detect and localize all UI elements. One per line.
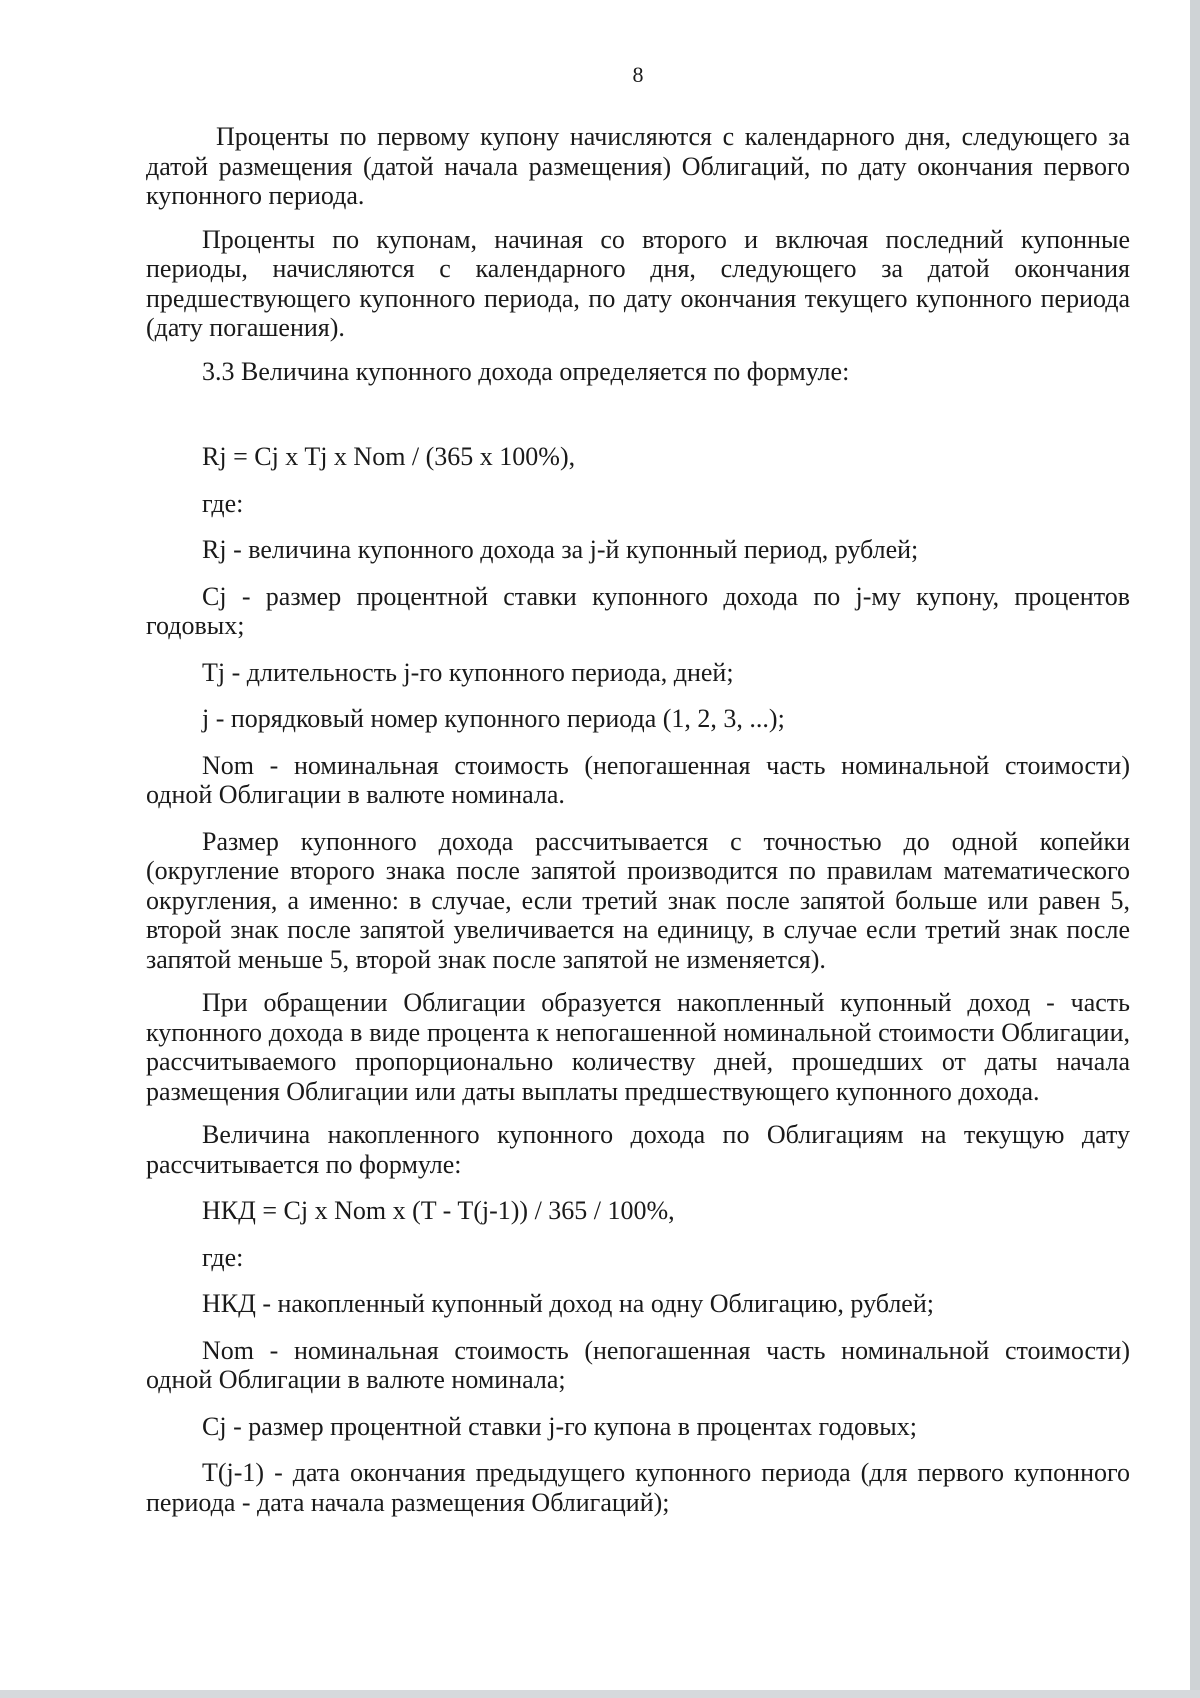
- where-label: где:: [202, 488, 244, 518]
- definition-cj: Cj - размер процентной ставки купонного дохода по j-му купону, процентов годовых;: [146, 581, 1130, 640]
- formula-accrued-coupon-income: НКД = Cj x Nom x (T - T(j-1)) / 365 / 100%,: [202, 1196, 675, 1225]
- definition-nom-2: Nom - номинальная стоимость (непогашенная часть номинальной стоимости) одной Облигации в валюте номинала;: [146, 1335, 1130, 1394]
- definition-j: j - порядковый номер купонного периода (1, 2, 3, ...);: [202, 704, 785, 733]
- page-number: 8: [632, 62, 644, 87]
- paragraph-accrued-formula-intro: Величина накопленного купонного дохода по Облигациям на текущую дату рассчитывается по формуле:: [146, 1120, 1130, 1179]
- definition-nom: Nom - номинальная стоимость (непогашенная часть номинальной стоимости) одной Облигации в валюте номинала.: [146, 750, 1130, 809]
- paragraph-subsequent-coupon-interest: Проценты по купонам, начиная со второго и включая последний купонные периоды, начисляются с календарного дня, следующего за датой окончания предшествующего купонного периода, по дату окончания текущего купонного периода (дату погашения).: [146, 224, 1130, 342]
- definition-nkd: НКД - накопленный купонный доход на одну Облигацию, рублей;: [202, 1289, 934, 1318]
- paragraph-accrued-coupon-income: При обращении Облигации образуется накопленный купонный доход - часть купонного дохода в виде процента к непогашенной номинальной стоимости Облигации, рассчитываемого пропорционально количеству дней, прошедших от даты начала размещения Облигации или даты выплаты предшествующего купонного дохода.: [146, 988, 1130, 1106]
- scan-edge-right: [1190, 0, 1200, 1698]
- definition-t-previous: T(j-1) - дата окончания предыдущего купонного периода (для первого купонного периода - дата начала размещения Облигаций);: [146, 1458, 1130, 1517]
- where-label-2: где:: [202, 1242, 244, 1272]
- document-page: [146, 60, 1130, 1517]
- formula-coupon-income: Rj = Cj x Tj x Nom / (365 x 100%),: [202, 442, 576, 471]
- definition-cj-2: Cj - размер процентной ставки j-го купона в процентах годовых;: [202, 1411, 917, 1441]
- paragraph-first-coupon-interest: Проценты по первому купону начисляются с календарного дня, следующего за датой размещения (датой начала размещения) Облигаций, по дату окончания первого купонного периода.: [146, 122, 1130, 210]
- definition-tj: Tj - длительность j-го купонного периода, дней;: [202, 657, 734, 687]
- paragraph-coupon-income-formula-intro: 3.3 Величина купонного дохода определяется по формуле:: [202, 356, 850, 386]
- paragraph-rounding-rules: Размер купонного дохода рассчитывается с точностью до одной копейки (округление второго знака после запятой производится по правилам математического округления, а именно: в случае, если третий знак после запятой больше или равен 5, второй знак после запятой увеличивается на единицу, в случае если третий знак после запятой меньше 5, второй знак после запятой не изменяется).: [146, 826, 1130, 974]
- definition-rj: Rj - величина купонного дохода за j-й купонный период, рублей;: [202, 535, 919, 564]
- scan-edge-bottom: [0, 1690, 1200, 1698]
